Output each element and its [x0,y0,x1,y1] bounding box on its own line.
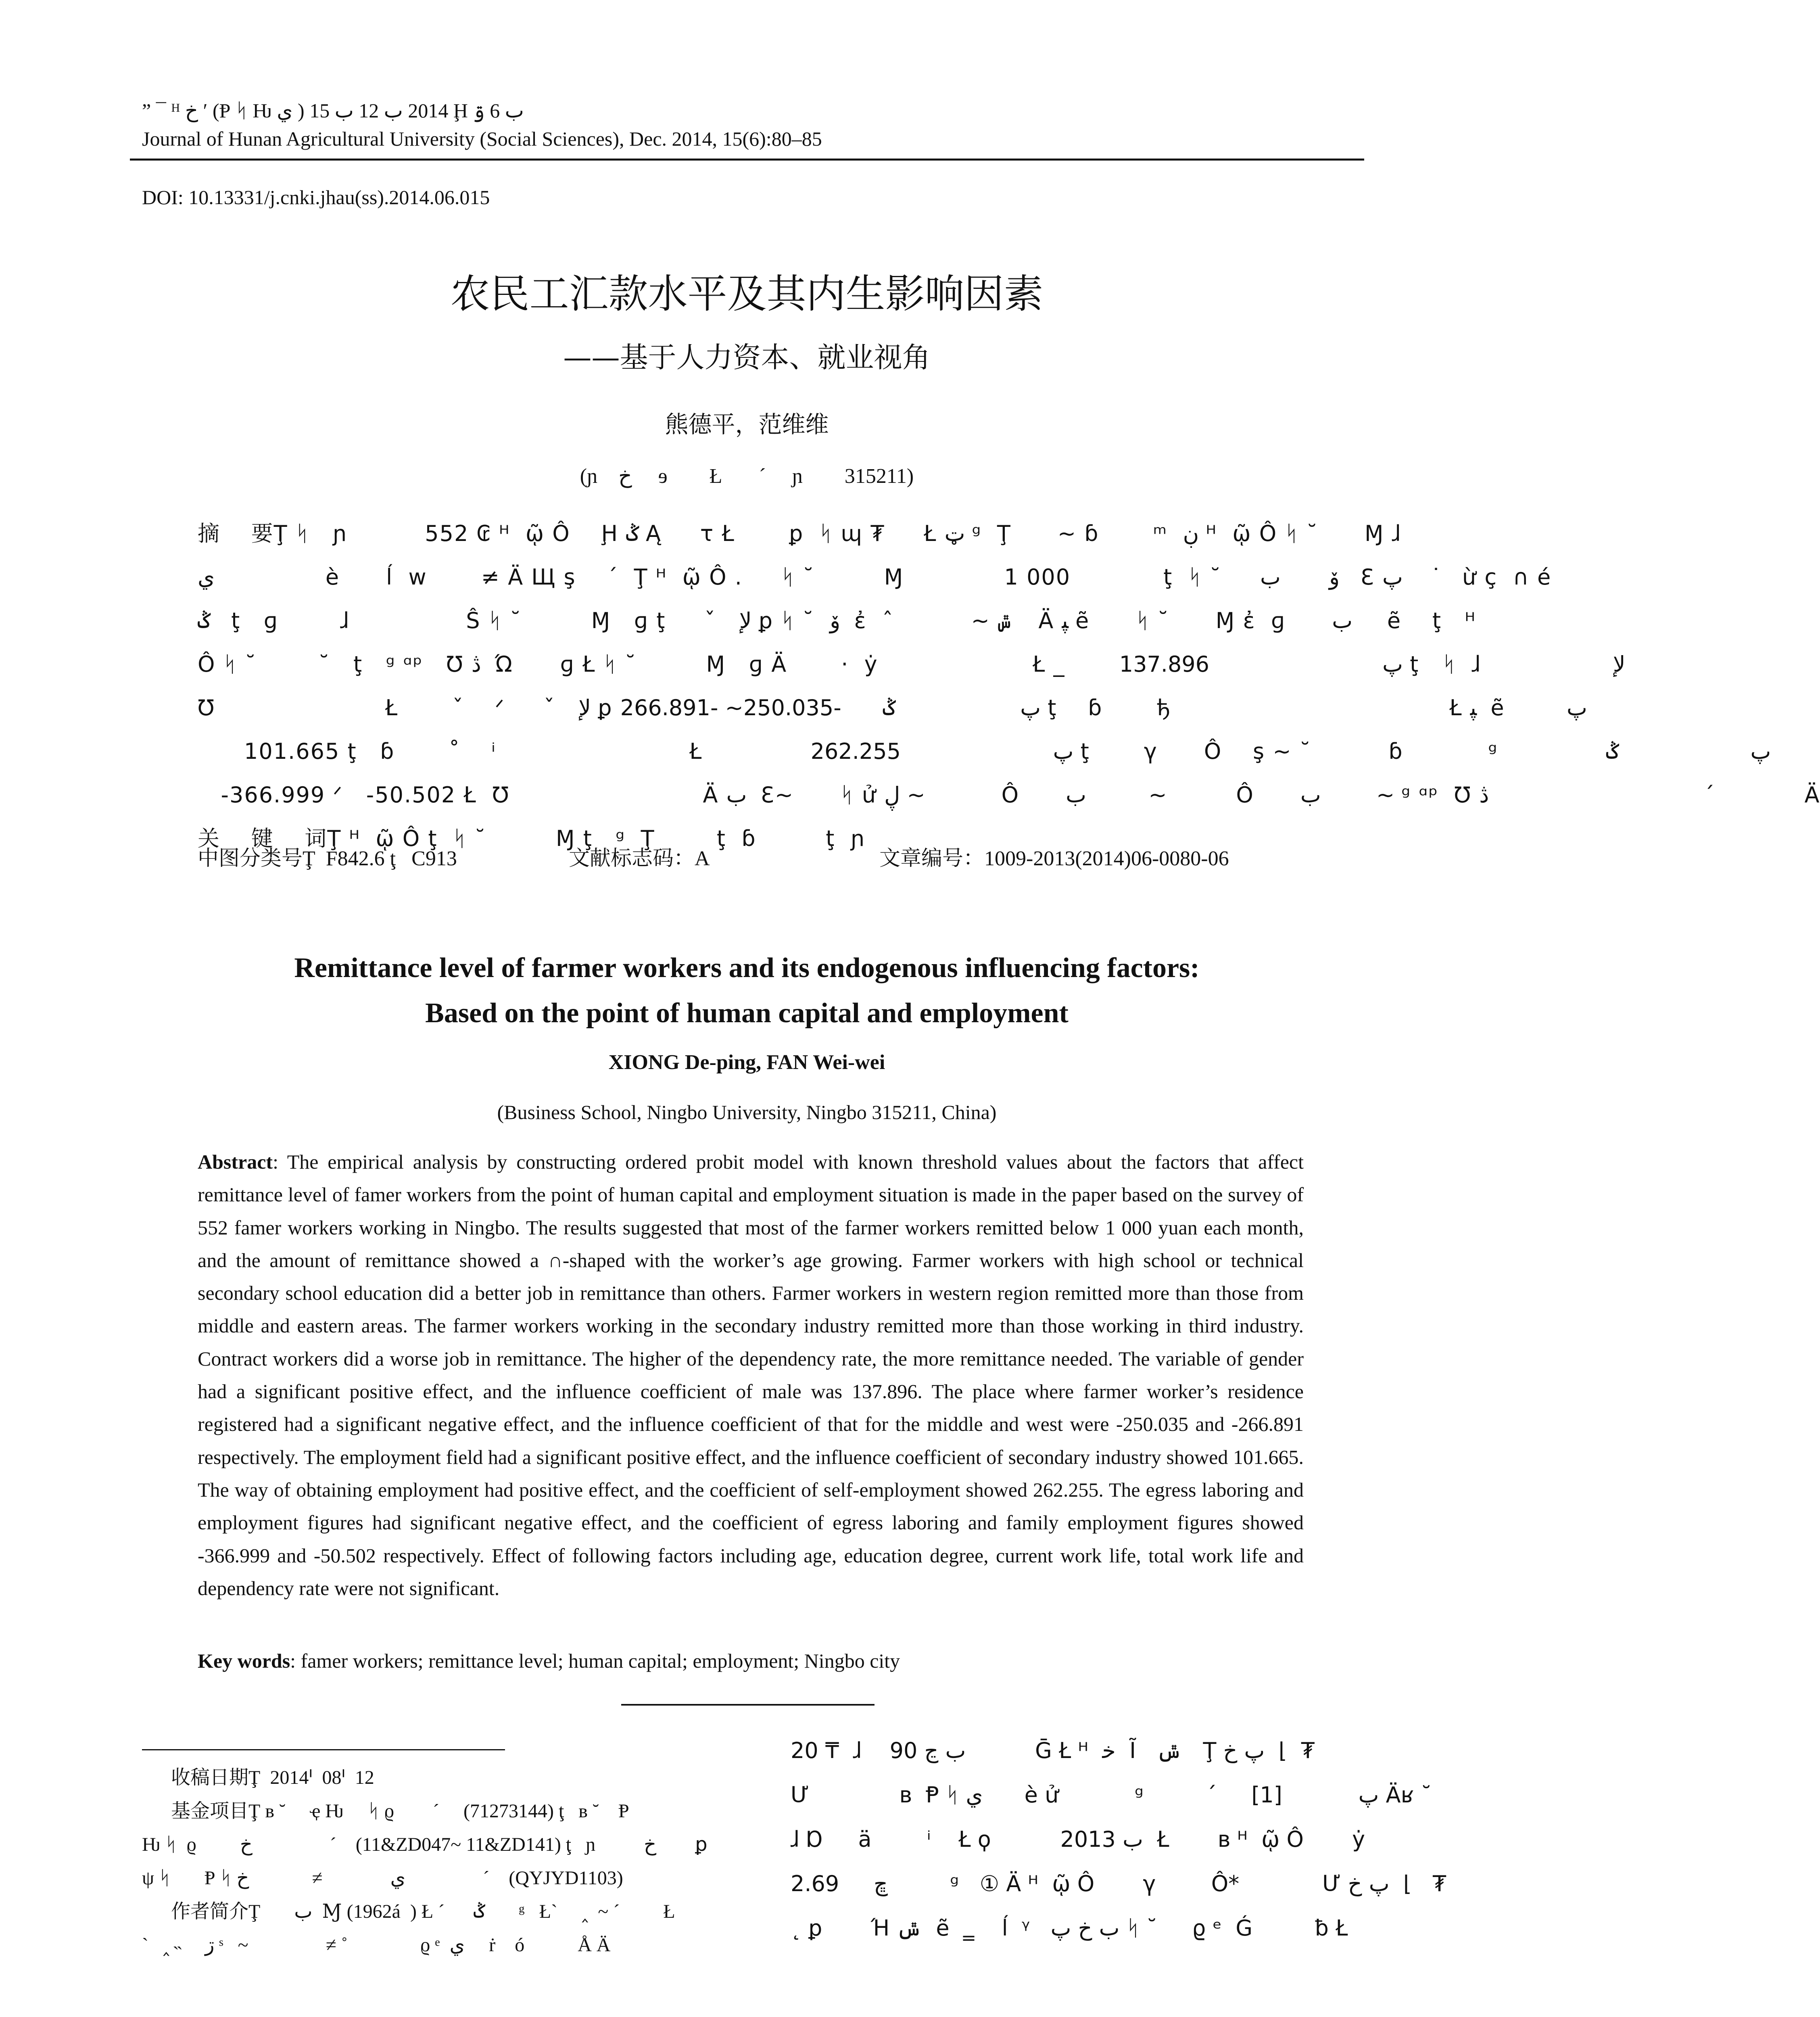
footnote-funding: ψ ᛋ Ᵽ ᛋ ي ≠ خ ´ (QYJYD1103) [142,1867,623,1889]
clc-number: 中图分类号Ţ F842.6 ţ C913 [198,847,457,870]
abstract-en [198,1146,1304,1605]
doi: DOI: 10.13331/j.cnki.jhau(ss).2014.06.015 [142,186,490,209]
authors-cn: 熊德平，范维维 [665,411,829,438]
page-subtitle-cn: ——基于人力资本、就业视角 [563,341,931,374]
body-text-line: ˛ ꝑ Ή ݜ ẽ ‗ ĺ ᵞ ب خ پ ᛋ ˘ ϱ ᵉ Ǵ ƀ Ł [791,1915,1348,1941]
abstract-cn-line: 摘 要Ţ ᛋ ɲ 552 ₢ ᴴ ῷ Ô Ḩ ݣ Ą τ Ł ꝑ ᛋ ɰ ₮ Ł ټ ᵍ Ţ ~ ɓ ᵐ ڹ ᴴ ῷ Ô ᛋ ˘ Ɱ ɺ [198,521,1402,546]
keywords-en [198,1645,1304,1677]
document-code: 文献标志码：A [569,847,710,870]
page-title-cn: 农民工汇款水平及其内生影响因素 [450,271,1044,317]
affiliation-cn: (ɲ خ ɘ Ł ´ ɲ 315211) [580,465,914,488]
abstract-en-text: : The empirical analysis by constructing ordered probit model with known threshold values about the factors that affect remittance level of famer workers from the point of human capital and employment situation is made in the paper based on the survey of 552 famer workers working in Ningbo. The results suggested that most of the farmer workers remitted below 1 000 yuan each month, and the amount of remittance showed a ∩-shaped with the worker’s age growing. Farmer workers with high school or technical secondary school education did a better job in remittance than others. Farmer workers in western region remitted more than those from middle and eastern areas. The farmer workers working in the secondary industry remitted more than those working in third industry. Contract workers did a worse job in remittance. The higher of the dependency rate, the more remittance needed. The variable of gender had a significant positive effect, and the influence coefficient of male was 137.896. The place where farmer worker’s residence registered had a significant negative effect, and the influence coefficient of that for the middle and west were -250.035 and -266.891 respectively. The employment field had a significant positive effect, and the influence coefficient of secondary industry showed 101.665. The way of obtaining employment had positive effect, and the coefficient of self-employment showed 262.255. The egress laboring and employment figures had significant negative effect, and the coefficient of egress laboring and family employment figures showed -366.999 and -50.502 respectively. Effect of following factors including age, education degree, current work life, total work life and dependency rate were not significant. [198,1150,1304,1599]
footnote-rule [142,1749,505,1750]
body-text-line: ڇ 2.69 ᵍ ① Ä ᴴ ῷ Ô γ Ô* Ư پ خ ⌊ ₮ [791,1871,1446,1896]
authors-en: XIONG De-ping, FAN Wei-wei [608,1051,885,1074]
page-title-en-line2: Based on the point of human capital and employment [425,998,1069,1029]
keywords-en-text: : famer workers; remittance level; human capital; employment; Ningbo city [290,1650,900,1672]
journal-header-cn: ” ¯ ᴴ خ ʹ (Ᵽ ᛋ Ƕ ي ) 2014 ب 12 ب 15 Ḩ ب 6 ۊ [142,99,524,122]
abstract-cn-line: 101.665 ţ ɓ ˚ ⁱ Ł پ 262.255 ţ γ Ô ş ~ ˘ ɓ ᵍ پ ݣ [198,739,1771,764]
section-separator [621,1704,875,1706]
abstract-cn-line: Ʊ Ł ˇ ᐟ ˇ ﻹ ꝑ پ ݣ -250.035~ -266.891 ţ ɓ ђ Ł ﭙ ẽ پ [198,695,1587,720]
body-text-line: 20 ₸ ɺ 90 ب ڃ Ḡ Ł ᴴ ﺧ Ĩ ݜ Ţ پ خ ⌊ ₮ [791,1738,1315,1763]
abstract-cn-line: ي è ĺ ᴡ ≠ Ä Щ ş ´ Ţ ᴴ ῷ Ô . ᛋ ˘ Ɱ 1 000 ţ ᛋ ˘ ۆ ب Ɛ پ ˙ ừ ç ∩ é [198,564,1552,590]
body-text-line: Ư ʙ Ᵽ ᛋ ي è ử ᵍ ´ پ [1] Äʁ ˘ [791,1782,1432,1808]
footnote-funding: Ƕ ᛋ ϱ خ ´ (11&ZD047~ 11&ZD141) ţ ɲ خ ꝑ [142,1834,708,1855]
keywords-en-label: Key words [198,1650,290,1672]
article-number: 文章编号：1009-2013(2014)06-0080-06 [879,847,1229,870]
footnote-author: 作者简介Ţ ب Ɱ (1962á ) Ł ´ ݣ ᵍ Ł` ‸ ~ ´ Ł [142,1901,675,1922]
page-title-en-line1: Remittance level of farmer workers and its endogenous influencing factors: [294,952,1200,983]
header-rule [130,159,1364,161]
footnote-author: ` ‸ ˵ ڗ ˢ ~ ≠ ˚ ϱ ᵉ ي ṙ ó Å Ä [142,1934,611,1956]
abstract-cn-line: -366.999 ᐟ -50.502 Ł Ʊ Ä ب Ɛ~ ᛋ ử ڸ ~ Ô ب ~ Ô ب ~ ᵍ ᵅᵖ Ʊ ڎ ´ Ä [198,782,1820,808]
affiliation-en: (Business School, Ningbo University, Ningbo 315211, China) [497,1101,997,1123]
abstract-cn-line: Ô ᛋ ˘ ˘ ţ ᵍ ᵅᵖ Ʊ ڎ Ώ ɡ Ł ᛋ ˘ Ɱ ɡ Ä · ẏ Ł _ پ 137.896 ţ ᛋ ɺ ﻹ [198,651,1626,677]
abstract-cn-line: ݣ ţ ɡ ɺ Ŝ ᛋ ˘ Ɱ ɡ ţ ˇ ﻹ ꝑ ᛋ ˘ ۆ ἐ ˆ ~ ݜ Ä ﭙ ẽ ᛋ ˘ Ɱ ἐ ɡ ب ẽ ţ ᵸ [198,608,1476,633]
journal-header-en: Journal of Hunan Agricultural University (Social Sciences), Dec. 2014, 15(6):80–85 [142,127,822,150]
abstract-en-label: Abstract [198,1150,273,1173]
keywords-cn: 关 键 词Ţ ᴴ ῷ Ô ţ ᛋ ˘ Ɱ ţ ᵍ Ţ ţ ɓ ţ ɲ [198,826,866,851]
body-text-line: ɺ Ɒ ä ⁱ Ł ϙ 2013 ب Ł ʙ ᴴ ῷ Ô ẏ [791,1827,1365,1852]
footnote-received: 收稿日期Ţ 2014ᑊ 08ᑊ 12 [142,1767,374,1788]
footnote-funding: 基金项目Ţ ʙ ˘ ҿ Ƕ ᛋ ϱ ´ (71273144) ţ ʙ ˘ Ᵽ [142,1800,629,1822]
